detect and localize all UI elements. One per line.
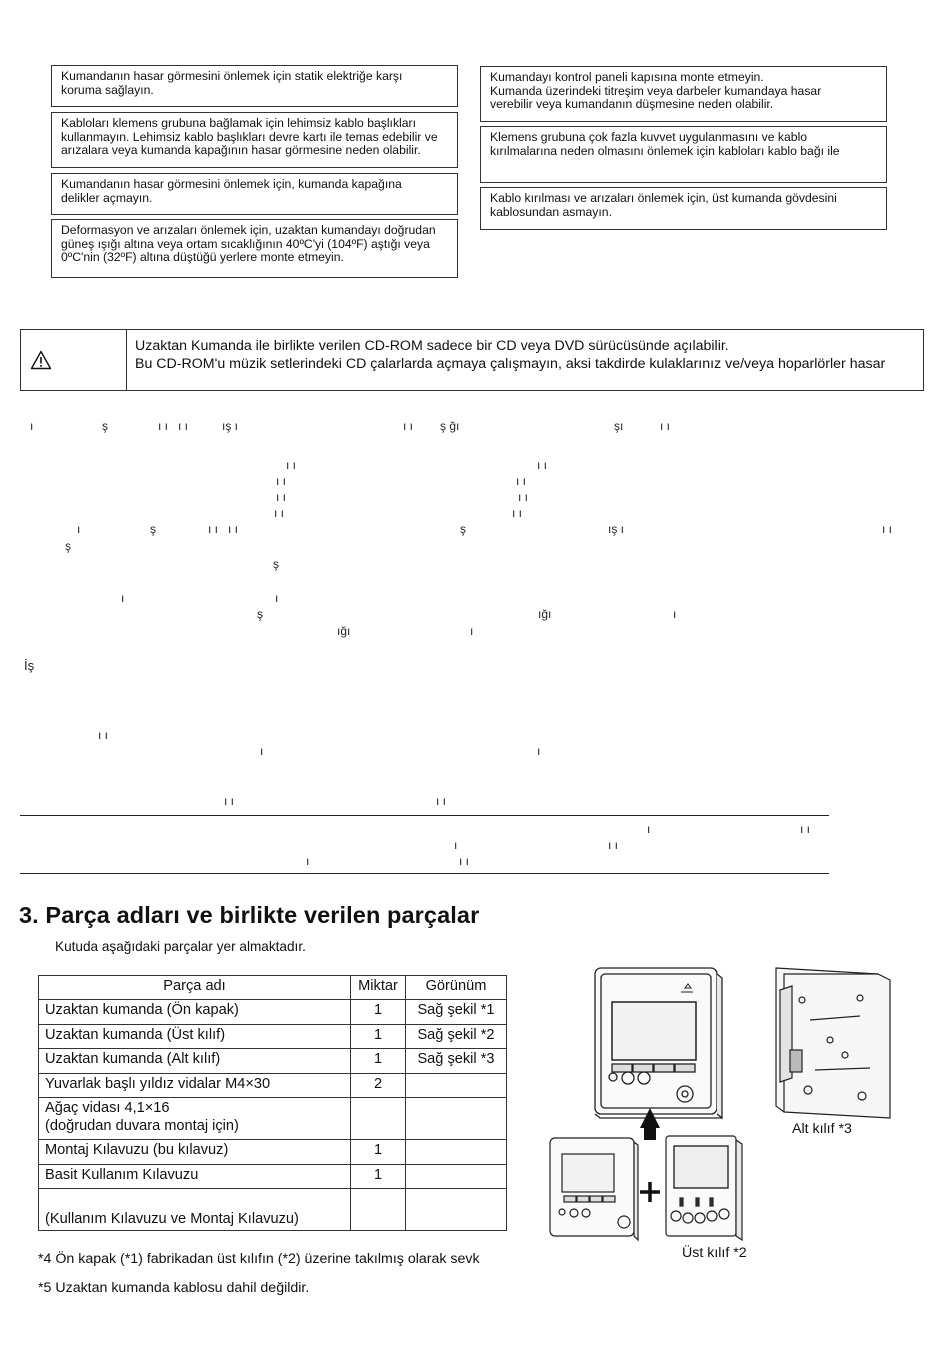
part-name-cell: (Kullanım Kılavuzu ve Montaj Kılavuzu) bbox=[39, 1189, 351, 1231]
text-fragment: ı ı bbox=[276, 474, 287, 488]
text-fragment: ış ı bbox=[222, 419, 239, 433]
column-header: Miktar bbox=[351, 976, 406, 1000]
part-name-cell: Basit Kullanım Kılavuzu bbox=[39, 1164, 351, 1189]
part-name-cell: Uzaktan kumanda (Alt kılıf) bbox=[39, 1049, 351, 1074]
text-fragment: ı bbox=[470, 624, 474, 638]
text-fragment: ı ı bbox=[276, 490, 287, 504]
quantity-cell bbox=[351, 1098, 406, 1140]
text-fragment: ı ı bbox=[800, 822, 811, 836]
text-fragment: ı ı bbox=[608, 838, 619, 852]
text-fragment: ı ı bbox=[286, 458, 297, 472]
note-front-cover: *4 Ön kapak (*1) fabrikadan üst kılıfın (*2) üzerine takılmış olarak sevk bbox=[38, 1251, 480, 1267]
text-fragment: ı bbox=[537, 744, 541, 758]
text-fragment: ş bbox=[273, 557, 279, 571]
upper-case-illustration bbox=[666, 1136, 742, 1240]
quantity-cell bbox=[351, 1189, 406, 1231]
parts-table bbox=[38, 975, 507, 1231]
text-fragment: ı bbox=[454, 838, 458, 852]
appearance-cell bbox=[406, 1189, 507, 1231]
quantity-cell: 1 bbox=[351, 1140, 406, 1165]
warning-terminals: Kabloları klemens grubuna bağlamak için lehimsiz kablo başlıkları kullanmayın. Lehimsiz kablo başlıkları devre kartı ile temas edebilir ve arızalara veya kumanda kapağının hasar görmesine neden olabilir. bbox=[51, 112, 458, 168]
text-fragment: ış ı bbox=[608, 522, 625, 536]
text-fragment: ş ğı bbox=[440, 419, 460, 433]
text-fragment: ı ı bbox=[512, 506, 523, 520]
front-cover-illustration bbox=[595, 968, 722, 1118]
appearance-cell bbox=[406, 1073, 507, 1098]
part-name-cell: Montaj Kılavuzu (bu kılavuz) bbox=[39, 1140, 351, 1165]
text-fragment: ı bbox=[275, 591, 279, 605]
text-fragment: ı ı bbox=[882, 522, 893, 536]
quantity-cell: 2 bbox=[351, 1073, 406, 1098]
text-fragment: ı bbox=[673, 607, 677, 621]
text-fragment: ı ı bbox=[459, 854, 470, 868]
text-fragment: ı ı bbox=[660, 419, 671, 433]
divider-line bbox=[20, 815, 829, 816]
quantity-cell: 1 bbox=[351, 1000, 406, 1025]
cd-rom-caution bbox=[20, 329, 924, 391]
text-fragment: ş bbox=[102, 419, 108, 433]
appearance-cell bbox=[406, 1164, 507, 1189]
text-fragment: ı bbox=[306, 854, 310, 868]
warning-panel-door: Kumandayı kontrol paneli kapısına monte etmeyin. Kumanda üzerindeki titreşim veya darbeler kumandaya hasar verebilir veya kumandanın düşmesine neden olabilir. bbox=[480, 66, 887, 122]
text-fragment: ı bbox=[77, 522, 81, 536]
text-fragment: ı ı bbox=[98, 728, 109, 742]
text-fragment: ı ı ı ı bbox=[158, 419, 189, 433]
warning-sunlight: Deformasyon ve arızaları önlemek için, uzaktan kumandayı doğrudan güneş ışığı altına veya ortam sıcaklığının 40ºC'yi (104ºF) aştığı veya 0ºC'nin (32ºF) altına düştüğü yerlere monte etmeyin. bbox=[51, 219, 458, 278]
text-fragment: ı ı bbox=[403, 419, 414, 433]
quantity-cell: 1 bbox=[351, 1164, 406, 1189]
appearance-cell: Sağ şekil *3 bbox=[406, 1049, 507, 1074]
text-fragment: ı bbox=[647, 822, 651, 836]
part-name-cell: Uzaktan kumanda (Üst kılıf) bbox=[39, 1024, 351, 1049]
appearance-cell bbox=[406, 1098, 507, 1140]
table-row bbox=[39, 1189, 507, 1231]
text-fragment: ığı bbox=[337, 624, 351, 638]
text-fragment: ı ı bbox=[224, 794, 235, 808]
section-title: 3. Parça adları ve birlikte verilen parçalar bbox=[19, 902, 480, 928]
warning-hang-cable: Kablo kırılması ve arızaları önlemek için, üst kumanda gövdesini kablosundan asmayın. bbox=[480, 187, 887, 230]
warning-holes: Kumandanın hasar görmesini önlemek için, kumanda kapağına delikler açmayın. bbox=[51, 173, 458, 215]
quantity-cell: 1 bbox=[351, 1024, 406, 1049]
text-fragment: ı ı bbox=[274, 506, 285, 520]
lower-case-illustration bbox=[776, 968, 890, 1118]
table-row bbox=[39, 1098, 507, 1140]
table-row bbox=[39, 1000, 507, 1025]
caution-icon-cell bbox=[21, 330, 127, 390]
assembled-remote-illustration bbox=[550, 1138, 638, 1240]
text-fragment: ş bbox=[460, 522, 466, 536]
warning-static: Kumandanın hasar görmesini önlemek için statik elektriğe karşı koruma sağlayın. bbox=[51, 65, 458, 107]
upper-case-label: Üst kılıf *2 bbox=[682, 1245, 747, 1261]
note-cable-not-included: *5 Uzaktan kumanda kablosu dahil değildir. bbox=[38, 1280, 310, 1296]
text-fragment: ı ı bbox=[436, 794, 447, 808]
caution-line-2: Bu CD-ROM'u müzik setlerindeki CD çalarlarda açmaya çalışmayın, aksi takdirde kulaklarınız ve/veya hoparlörler hasar bbox=[135, 355, 886, 372]
warning-triangle-icon bbox=[30, 350, 52, 370]
caution-text bbox=[127, 330, 923, 390]
caution-line-1: Uzaktan Kumanda ile birlikte verilen CD-ROM sadece bir CD veya DVD sürücüsünde açılabilir. bbox=[135, 338, 729, 354]
appearance-cell: Sağ şekil *1 bbox=[406, 1000, 507, 1025]
quantity-cell: 1 bbox=[351, 1049, 406, 1074]
lower-case-label: Alt kılıf *3 bbox=[792, 1121, 852, 1137]
text-fragment: ı bbox=[30, 419, 34, 433]
table-row bbox=[39, 1073, 507, 1098]
text-fragment: ş bbox=[65, 539, 71, 553]
column-header: Parça adı bbox=[39, 976, 351, 1000]
text-fragment: ş bbox=[257, 607, 263, 621]
appearance-cell bbox=[406, 1140, 507, 1165]
text-fragment: ş bbox=[150, 522, 156, 536]
table-header-row bbox=[39, 976, 507, 1000]
warning-cable-tie: Klemens grubuna çok fazla kuvvet uygulanmasını ve kablo kırılmalarına neden olmasını önlemek için kabloları kablo bağı ile bbox=[480, 126, 887, 183]
appearance-cell: Sağ şekil *2 bbox=[406, 1024, 507, 1049]
text-fragment: ı ı ı ı bbox=[208, 522, 239, 536]
plus-icon bbox=[640, 1182, 660, 1202]
text-fragment: ığı bbox=[538, 607, 552, 621]
table-row bbox=[39, 1164, 507, 1189]
column-header: Görünüm bbox=[406, 976, 507, 1000]
text-fragment: ı ı bbox=[518, 490, 529, 504]
part-name-cell: Yuvarlak başlı yıldız vidalar M4×30 bbox=[39, 1073, 351, 1098]
text-fragment: şı bbox=[614, 419, 624, 433]
text-fragment: ı bbox=[121, 591, 125, 605]
table-row bbox=[39, 1049, 507, 1074]
text-fragment: ı ı bbox=[516, 474, 527, 488]
part-name-cell: Uzaktan kumanda (Ön kapak) bbox=[39, 1000, 351, 1025]
table-row bbox=[39, 1024, 507, 1049]
text-fragment: ı ı bbox=[537, 458, 548, 472]
table-row bbox=[39, 1140, 507, 1165]
text-fragment: ı bbox=[260, 744, 264, 758]
parts-illustration bbox=[540, 960, 900, 1260]
part-name-cell: Ağaç vidası 4,1×16 (doğrudan duvara montaj için) bbox=[39, 1098, 351, 1140]
divider-line bbox=[20, 873, 829, 874]
section-intro: Kutuda aşağıdaki parçalar yer almaktadır. bbox=[55, 939, 306, 954]
text-fragment: İş bbox=[24, 658, 35, 673]
